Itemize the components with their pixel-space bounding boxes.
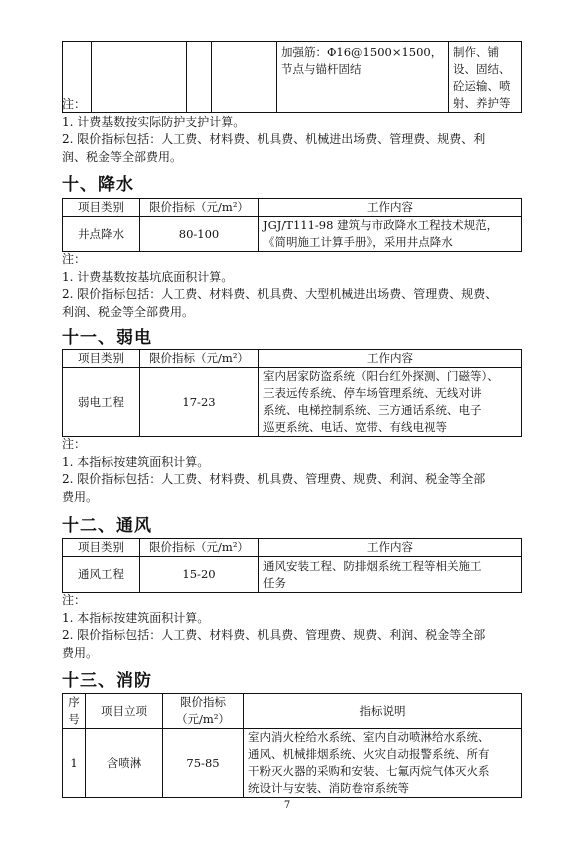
- note-line: 2. 限价指标包括：人工费、材料费、机具费、大型机械进出场费、管理费、规费、: [62, 287, 498, 301]
- cell-line: 任务: [263, 575, 286, 590]
- header-cell: 项目类别: [63, 199, 140, 217]
- note-line: 1. 本指标按建筑面积计算。: [62, 610, 210, 625]
- note-label: 注：: [62, 437, 87, 451]
- note-line: 2. 限价指标包括：人工费、材料费、机具费、管理费、规费、利润、税金等全部: [62, 472, 486, 486]
- header-line: 序: [68, 695, 80, 709]
- note-line: 2. 限价指标包括：人工费、材料费、机具费、管理费、规费、利润、税金等全部: [62, 628, 486, 642]
- header-cell: [163, 694, 244, 729]
- header-cell: 限价指标（元/m²）: [140, 199, 259, 217]
- section-heading: 十、降水: [62, 175, 134, 195]
- header-cell: 指标说明: [244, 694, 522, 729]
- header-cell: 项目类别: [63, 350, 140, 368]
- cell-line: JGJ/T111-98 建筑与市政降水工程技术规范，: [263, 218, 499, 232]
- note-line: 2. 限价指标包括：人工费、材料费、机具费、机械进出场费、管理费、规费、利: [62, 132, 486, 146]
- weak-current-table: [62, 349, 522, 437]
- table-cell: [259, 217, 522, 252]
- table-cell: 75-85: [163, 729, 244, 798]
- table-cell: 弱电工程: [63, 368, 140, 437]
- header-cell: 工作内容: [259, 350, 522, 368]
- fire-protection-table: [62, 693, 522, 798]
- note-label: 注：: [62, 252, 87, 266]
- cell-line: 干粉灭火器的采购和安装、七氟丙烷气体灭火系: [248, 764, 490, 778]
- table-cell: [259, 557, 522, 593]
- section-heading: 十三、消防: [62, 671, 152, 691]
- header-cell: 项目立项: [86, 694, 163, 729]
- note-line: 1. 计费基数按基坑底面积计算。: [62, 269, 234, 284]
- cell-line: 通风、机械排烟系统、火灾自动报警系统、所有: [248, 747, 490, 761]
- header-line: （元/m²）: [176, 712, 230, 726]
- cell-line: 巡更系统、电话、宽带、有线电视等: [263, 420, 447, 434]
- table-cell: 通风工程: [63, 557, 140, 593]
- ventilation-table: [62, 538, 522, 593]
- header-line: 限价指标: [180, 695, 226, 709]
- note-line: 1. 计费基数按实际防护支护计算。: [62, 114, 246, 129]
- note-label: 注：: [62, 593, 87, 607]
- header-cell: 限价指标（元/m²）: [140, 350, 259, 368]
- note-block: [62, 436, 524, 506]
- header-cell: 项目类别: [63, 539, 140, 557]
- note-line: 费用。: [62, 489, 99, 504]
- cell-line: 三表远传系统、停车场管理系统、无线对讲: [263, 386, 482, 400]
- dewatering-table: [62, 198, 522, 252]
- cell-line: 通风安装工程、防排烟系统工程等相关施工: [263, 558, 482, 573]
- table-cell: [244, 729, 522, 798]
- note-line: 利润、税金等全部费用。: [62, 304, 195, 319]
- page-number: 7: [283, 800, 291, 811]
- header-cell: [63, 694, 86, 729]
- note-line: 费用。: [62, 645, 99, 660]
- table-cell: 80-100: [140, 217, 259, 252]
- table-cell: [259, 368, 522, 437]
- note-block: [62, 96, 524, 166]
- cell-line: 系统、电梯控制系统、三方通话系统、电子: [263, 403, 482, 417]
- note-line: 1. 本指标按建筑面积计算。: [62, 454, 210, 469]
- table-cell: 井点降水: [63, 217, 140, 252]
- header-line: 号: [68, 712, 80, 726]
- note-block: [62, 592, 524, 662]
- table-cell: 15-20: [140, 557, 259, 593]
- cell-line: 统设计与安装、消防卷帘系统等: [248, 781, 409, 795]
- header-cell: 工作内容: [259, 539, 522, 557]
- top-table-content: 加强筋：Φ16@1500×1500，节点与锚杆固结: [277, 42, 449, 113]
- note-line: 润、税金等全部费用。: [62, 149, 183, 164]
- top-table-work: 制作、铺设、固结、砼运输、喷射、养护等: [449, 42, 522, 113]
- header-cell: 限价指标（元/m²）: [140, 539, 259, 557]
- table-cell: 17-23: [140, 368, 259, 437]
- header-cell: 工作内容: [259, 199, 522, 217]
- table-cell: 1: [63, 729, 86, 798]
- cell-line: 室内消火栓给水系统、室内自动喷淋给水系统、: [248, 730, 490, 744]
- cell-line: 室内居家防盗系统（阳台红外探测、门磁等）、: [263, 369, 499, 383]
- cell-line: 《简明施工计算手册》，采用井点降水: [263, 235, 453, 249]
- note-label: 注：: [62, 97, 87, 111]
- section-heading: 十二、通风: [62, 516, 152, 536]
- note-block: [62, 251, 524, 321]
- section-heading: 十一、弱电: [62, 328, 152, 348]
- table-cell: 含喷淋: [86, 729, 163, 798]
